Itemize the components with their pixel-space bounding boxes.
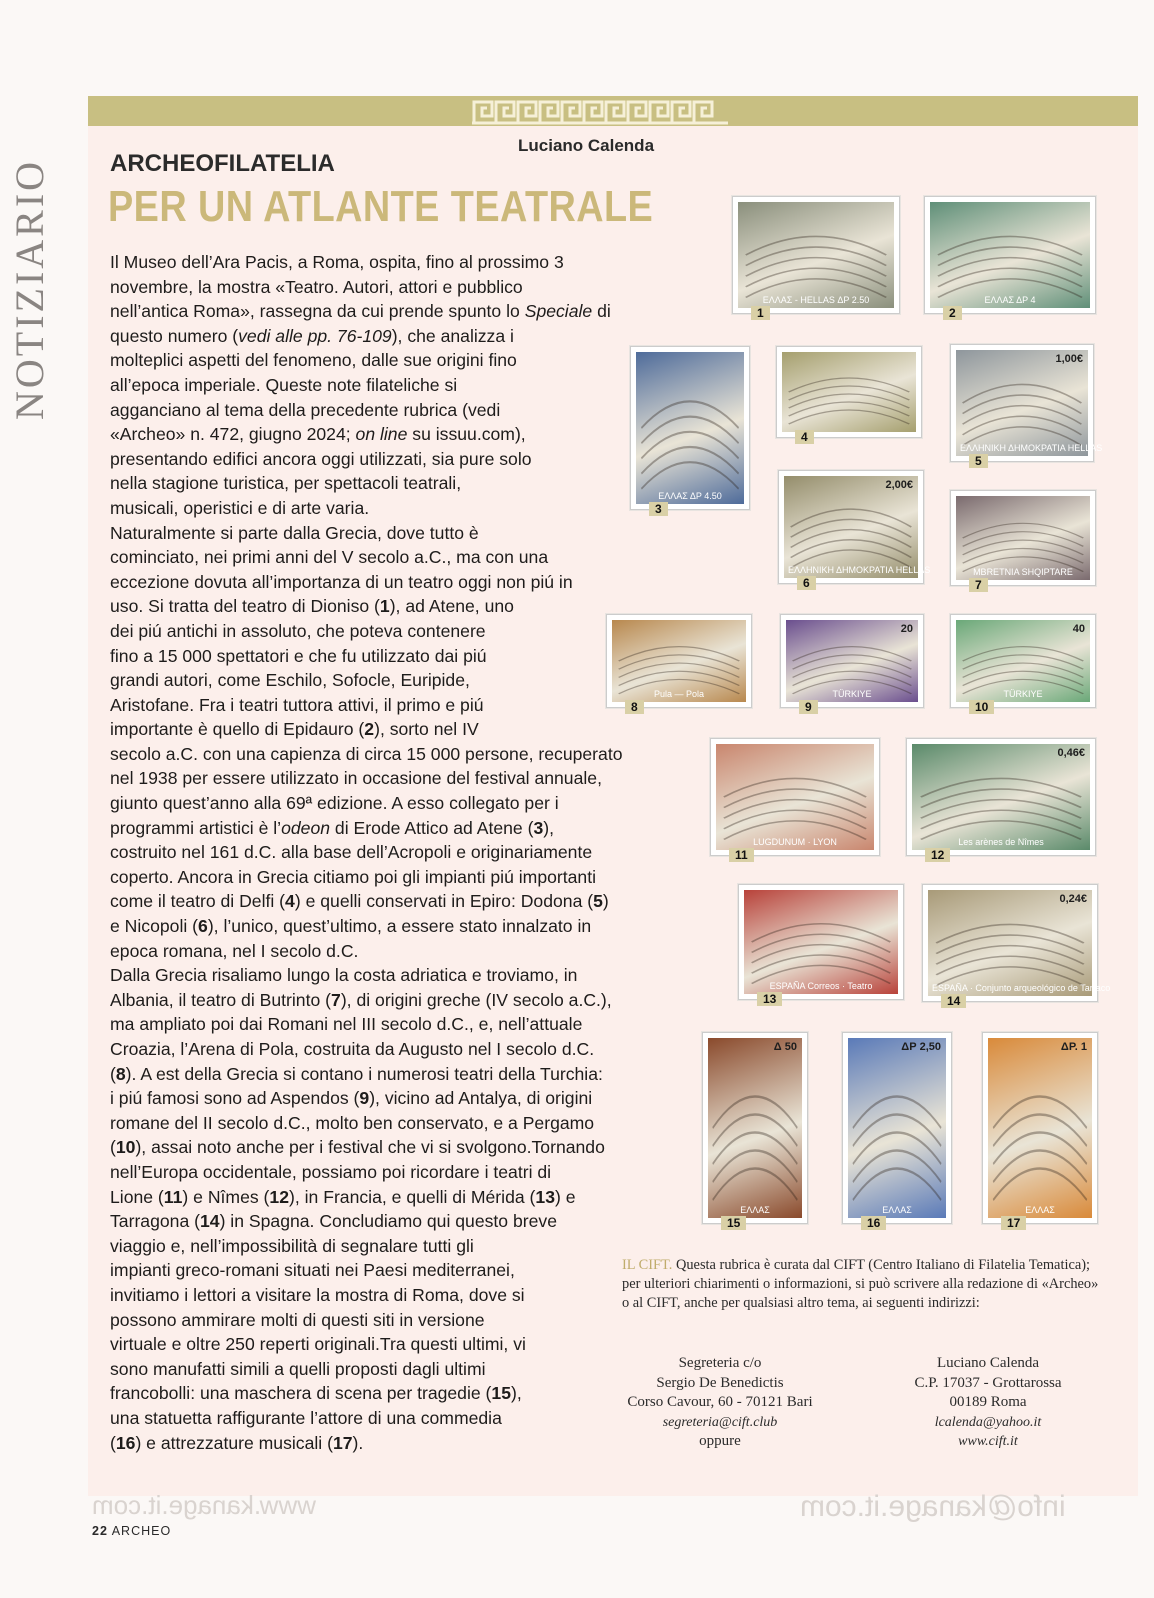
theater-illustration	[716, 744, 874, 850]
body-line: Dalla Grecia risaliamo lungo la costa adriatica e troviamo, in	[110, 965, 578, 986]
figure-ref: 17	[332, 1432, 353, 1453]
body-line: dei piú antichi in assoluto, che poteva contenere	[110, 620, 486, 641]
body-line: importante è quello di Epidauro (2), sorto nel IV	[110, 719, 479, 740]
stamp-number: 1	[751, 306, 770, 320]
stamp-image	[636, 352, 744, 504]
stamp-number: 8	[625, 700, 644, 714]
body-line: nel 1938 per essere utilizzato in occasione del festival annuale,	[110, 768, 602, 789]
body-line: epoca romana, nel I secolo d.C.	[110, 940, 359, 961]
body-line: Croazia, l’Arena di Pola, costruita da Augusto nel I secolo d.C.	[110, 1039, 595, 1059]
body-line: virtuale e oltre 250 reperti originali.Tra questi ultimi, vi	[110, 1334, 526, 1355]
stamp-image	[848, 1038, 946, 1218]
body-line: Lione (11) e Nîmes (12), in Francia, e quelli di Mérida (13) e	[110, 1186, 576, 1207]
body-line: nell’antica Roma», rassegna da cui prende spunto lo Speciale di	[110, 301, 611, 322]
stamp-image	[784, 476, 931, 578]
cift-text: Questa rubrica è curata dal CIFT (Centro Italiano di Filatelia Tematica); per ulteriori chiarimenti o informazioni, si può scrivere alla redazione di «Archeo» o al CIFT, anche per qualsiasi altro tema, ai seguenti indirizzi:	[622, 1257, 1099, 1311]
body-line: «Archeo» n. 472, giugno 2024; on line su issuu.com),	[110, 424, 526, 445]
stamp-number: 17	[1001, 1216, 1026, 1230]
stamp-number: 14	[941, 994, 966, 1008]
body-line: Il Museo dell’Ara Pacis, a Roma, ospita, fino al prossimo 3	[110, 252, 564, 272]
theater-illustration	[930, 202, 1090, 308]
italic-term: odeon	[281, 817, 331, 838]
stamp-number: 13	[757, 992, 782, 1006]
stamp-value: 1,00€	[1055, 353, 1083, 365]
stamp-value: 0,46€	[1057, 747, 1085, 759]
body-line: eccezione dovuta all’importanza di un teatro oggi non piú in	[110, 571, 573, 592]
stamp-caption: ΕΛΛΗΝΙΚΗ ΔΗΜΟΚΡΑΤΙΑ HELLAS	[788, 565, 931, 575]
stamp-number: 9	[799, 700, 818, 714]
body-line: come il teatro di Delfi (4) e quelli conservati in Epiro: Dodona (5)	[110, 891, 609, 912]
figure-ref: 6	[198, 916, 208, 937]
body-line: cominciato, nei primi anni del V secolo a.C., ma con una	[110, 547, 549, 568]
stamp-caption: ΕΛΛΑΣ - HELLAS ΔΡ 2.50	[762, 295, 870, 305]
stamp-13	[738, 884, 904, 1006]
stamp-value: Δ 50	[773, 1041, 797, 1053]
stamp-number: 12	[925, 848, 950, 862]
theater-illustration	[928, 890, 1111, 996]
address-left-line3: Corso Cavour, 60 - 70121 Bari	[627, 1394, 813, 1410]
address-left-line1: Segreteria c/o	[678, 1355, 762, 1371]
figure-ref: 16	[115, 1432, 136, 1453]
stamp-9	[780, 614, 924, 714]
stamp-image	[988, 1038, 1092, 1218]
stamp-caption: ΕΛΛΑΣ ΔΡ 4.50	[658, 491, 722, 501]
italic-term: on line	[355, 424, 408, 445]
show-through-text-b: info@kanage.it.com	[800, 1490, 1066, 1523]
address-right-line2: C.P. 17037 - Grottarossa	[914, 1374, 1062, 1391]
body-line: una statuetta raffigurante l’attore di una commedia	[110, 1407, 502, 1428]
theater-illustration	[956, 350, 1103, 456]
stamp-4	[776, 346, 922, 444]
stamp-caption: MBRETNIA SHQIPTARE	[973, 567, 1073, 577]
stamp-14	[922, 884, 1111, 1008]
stamp-caption: TÜRKIYE	[832, 689, 872, 699]
stamp-image	[716, 744, 874, 850]
figure-ref: 14	[199, 1211, 220, 1232]
stamp-caption: LUGDUNUM · LYON	[753, 837, 837, 847]
body-line: fino a 15 000 spettatori e che fu utilizzato dai piú	[110, 645, 487, 666]
body-line: programmi artistici è l’odeon di Erode Attico ad Atene (3),	[110, 817, 555, 838]
stamp-number: 15	[721, 1216, 746, 1230]
stamp-15	[702, 1032, 808, 1230]
stamp-10	[950, 614, 1096, 714]
figure-ref: 5	[593, 891, 603, 912]
theater-illustration	[636, 352, 744, 504]
figure-ref: 13	[535, 1186, 555, 1207]
stamp-caption: ΕΛΛΗΝΙΚΗ ΔΗΜΟΚΡΑΤΙΑ HELLAS	[960, 443, 1103, 453]
body-line: invitiamo i lettori a visitare la mostra di Roma, dove si	[110, 1284, 525, 1305]
theater-illustration	[988, 1038, 1092, 1218]
side-label-text: NOTIZIARIO	[7, 158, 52, 420]
stamp-number: 6	[797, 576, 816, 590]
body-line: presentando edifici ancora oggi utilizzati, sia pure solo	[110, 448, 532, 469]
stamp-caption: ΕΛΛΑΣ	[740, 1205, 770, 1215]
magazine-name: ARCHEO	[111, 1524, 172, 1538]
address-right-email[interactable]: lcalenda@yahoo.it	[934, 1414, 1042, 1430]
stamp-image	[912, 744, 1090, 850]
stamp-1	[732, 196, 900, 320]
stamp-number: 2	[943, 306, 962, 320]
stamp-6	[778, 470, 931, 590]
body-line: francobolli: una maschera di scena per tragedie (15),	[110, 1383, 522, 1404]
figure-ref: 10	[115, 1137, 136, 1158]
body-line: coperto. Ancora in Grecia citiamo poi gli impianti piú importanti	[110, 866, 597, 887]
figure-ref: 15	[491, 1383, 511, 1404]
address-left-line2: Sergio De Benedictis	[656, 1374, 784, 1391]
stamp-caption: ESPAÑA Correos · Teatro	[769, 981, 873, 991]
stamp-image	[786, 620, 918, 702]
italic-term: Speciale	[524, 301, 593, 322]
stamp-image	[956, 350, 1103, 456]
theater-illustration	[708, 1038, 802, 1218]
stamp-number: 5	[969, 454, 988, 468]
stamp-image	[738, 202, 894, 308]
stamp-11	[710, 738, 880, 862]
stamp-number: 3	[649, 502, 668, 516]
address-right-line1: Luciano Calenda	[936, 1355, 1040, 1371]
body-line: Tarragona (14) in Spagna. Concludiamo qui questo breve	[110, 1211, 557, 1232]
stamp-image	[612, 620, 746, 702]
body-line: ma ampliato poi dai Romani nel III secolo d.C., e, nell’attuale	[110, 1014, 583, 1035]
body-line: (10), assai noto anche per i festival che vi si svolgono.Tornando	[110, 1137, 605, 1158]
body-line: nella stagione turistica, per spettacoli teatrali,	[110, 473, 462, 494]
rubric-title: ARCHEOFILATELIA	[110, 150, 335, 177]
stamp-8	[606, 614, 752, 714]
body-line: romane del II secolo d.C., molto ben conservato, e a Pergamo	[110, 1112, 595, 1133]
address-right-line3: 00189 Roma	[949, 1394, 1027, 1410]
body-line: secolo a.C. con una capienza di circa 15 000 persone, recuperato	[110, 743, 623, 764]
body-line: impianti greco-romani situati nei Paesi mediterranei,	[110, 1260, 515, 1281]
body-line: (8). A est della Grecia si contano i numerosi teatri della Turchia:	[110, 1063, 603, 1084]
body-line: nell’Europa occidentale, possiamo poi ricordare i teatri di	[110, 1161, 552, 1182]
stamp-image	[744, 890, 898, 994]
greek-key-ornament	[470, 96, 730, 126]
italic-term: vedi alle pp. 76-109	[238, 325, 392, 346]
address-right	[888, 1354, 1088, 1452]
stamp-caption: Pula — Pola	[653, 689, 705, 699]
body-line: giunto quest’anno alla 69ª edizione. A esso collegato per i	[110, 793, 559, 814]
theater-illustration	[782, 352, 916, 432]
body-line: sono manufatti simili a quelli proposti dagli ultimi	[110, 1358, 486, 1379]
figure-ref: 7	[331, 989, 341, 1010]
body-line: musicali, operistici e di arte varia.	[110, 497, 370, 518]
stamp-caption: Les arènes de Nîmes	[958, 837, 1044, 847]
body-line: questo numero (vedi alle pp. 76-109), che analizza i	[110, 325, 514, 346]
figure-ref: 2	[364, 719, 375, 740]
stamp-value: 40	[1072, 623, 1085, 635]
stamp-value: ΔΡ. 1	[1060, 1041, 1087, 1053]
stamp-image	[956, 620, 1090, 702]
body-line: costruito nel 161 d.C. alla base dell’Acropoli e originariamente	[110, 842, 593, 863]
body-line: novembre, la mostra «Teatro. Autori, attori e pubblico	[110, 276, 523, 297]
body-line: agganciano al tema della precedente rubrica (vedi	[110, 399, 501, 420]
body-line: e Nicopoli (6), l’unico, quest’ultimo, a essere stato innalzato in	[110, 916, 592, 937]
body-line: Albania, il teatro di Butrinto (7), di origini greche (IV secolo a.C.),	[110, 989, 612, 1010]
body-line: viaggio e, nell’impossibilità di segnalare tutti gli	[110, 1235, 474, 1256]
stamp-16	[842, 1032, 952, 1230]
page-number: 22	[92, 1524, 108, 1538]
stamp-caption: ΕΛΛΑΣ	[1025, 1205, 1055, 1215]
cift-label: IL CIFT.	[622, 1257, 673, 1273]
stamp-caption: ΕΛΛΑΣ ΔΡ 4	[984, 295, 1036, 305]
stamp-value: 20	[900, 623, 913, 635]
theater-illustration	[912, 744, 1090, 850]
theater-illustration	[784, 476, 931, 578]
author-name: Luciano Calenda	[518, 136, 655, 155]
theater-illustration	[744, 890, 898, 994]
stamp-12	[906, 738, 1096, 862]
stamp-image	[782, 352, 916, 432]
stamp-number: 4	[795, 430, 814, 444]
figure-ref: 9	[359, 1088, 370, 1109]
figure-ref: 1	[379, 596, 390, 617]
figure-ref: 8	[115, 1063, 126, 1084]
body-line: uso. Si tratta del teatro di Dioniso (1), ad Atene, uno	[110, 596, 514, 617]
stamp-value: 2,00€	[885, 479, 913, 491]
address-left	[620, 1354, 820, 1452]
stamp-value: 0,24€	[1059, 893, 1087, 905]
cift-note	[622, 1256, 1102, 1313]
stamp-7	[950, 490, 1096, 592]
stamp-number: 10	[969, 700, 994, 714]
address-left-email[interactable]: segreteria@cift.club	[662, 1414, 778, 1430]
page-footer	[92, 1524, 171, 1538]
body-line: grandi autori, come Eschilo, Sofocle, Euripide,	[110, 670, 470, 691]
stamp-caption: ΕΛΛΑΣ	[882, 1205, 912, 1215]
body-line: (16) e attrezzature musicali (17).	[110, 1432, 364, 1453]
show-through-text-a: www.kanage.it.com	[92, 1490, 316, 1520]
stamp-number: 16	[861, 1216, 886, 1230]
stamp-17	[982, 1032, 1098, 1230]
theater-illustration	[848, 1038, 946, 1218]
stamp-image	[708, 1038, 802, 1218]
figure-ref: 12	[269, 1186, 289, 1207]
article-title: PER UN ATLANTE TEATRALE	[108, 182, 654, 231]
stamp-caption: ESPAÑA · Conjunto arqueológico de Tarraco	[932, 983, 1111, 993]
figure-ref: 3	[533, 817, 544, 838]
address-left-oppure: oppure	[699, 1433, 741, 1449]
stamp-2	[924, 196, 1096, 320]
address-right-web[interactable]: www.cift.it	[958, 1434, 1018, 1449]
stamp-image	[956, 496, 1090, 580]
figure-ref: 11	[163, 1186, 183, 1207]
stamp-caption: TÜRKIYE	[1003, 689, 1043, 699]
stamp-3	[630, 346, 750, 516]
stamp-image	[928, 890, 1111, 996]
stamp-image	[930, 202, 1090, 308]
body-line: all’epoca imperiale. Queste note filateliche si	[110, 374, 458, 395]
body-line: possono ammirare molti di questi siti in versione	[110, 1309, 485, 1330]
body-line: Aristofane. Fra i teatri tuttora attivi, il primo e piú	[110, 694, 484, 715]
stamp-number: 11	[729, 848, 754, 862]
figure-ref: 4	[285, 891, 295, 912]
stamp-5	[950, 344, 1103, 468]
side-section-label	[7, 90, 68, 430]
body-line: Naturalmente si parte dalla Grecia, dove tutto è	[110, 522, 479, 543]
stamp-number: 7	[969, 578, 988, 592]
stamp-value: ΔΡ 2,50	[901, 1041, 941, 1053]
body-line: i piú famosi sono ad Aspendos (9), vicino ad Antalya, di origini	[110, 1088, 593, 1109]
theater-illustration	[738, 202, 894, 308]
body-line: molteplici aspetti del fenomeno, dalle sue origini fino	[110, 350, 517, 371]
